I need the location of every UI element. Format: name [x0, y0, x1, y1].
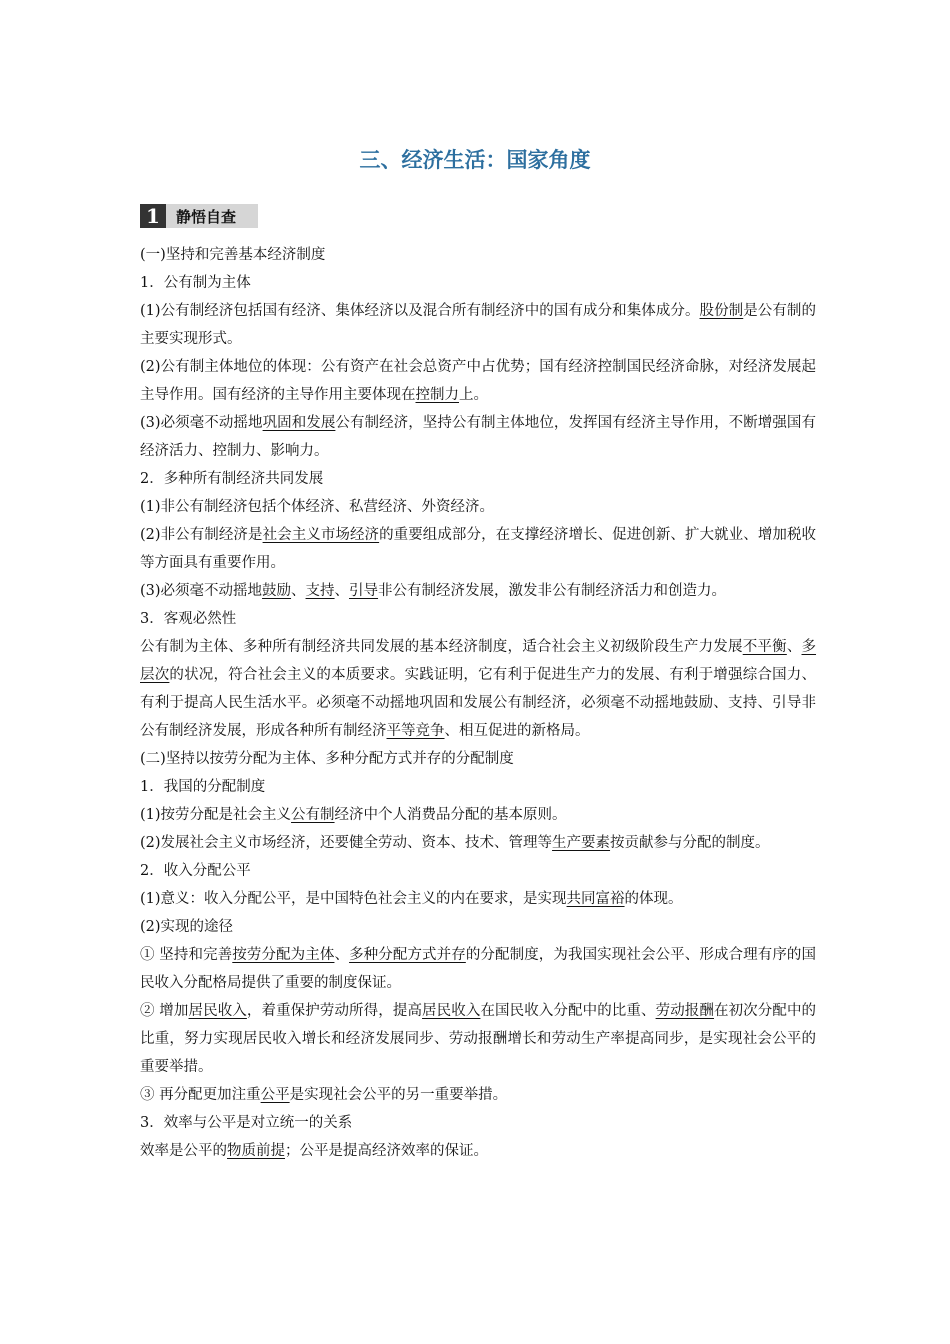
- underlined-term: 股份制: [699, 303, 744, 319]
- paragraph: [140, 633, 816, 745]
- document-body: [140, 241, 816, 1165]
- text-run: 、相互促进的新格局。: [444, 723, 590, 739]
- text-run: 、: [334, 947, 350, 963]
- text-run: (3)必须毫不动摇地: [140, 583, 263, 599]
- paragraph: [140, 941, 816, 997]
- text-run: 1．我国的分配制度: [140, 779, 266, 795]
- text-run: ① 坚持和完善: [140, 947, 233, 963]
- text-run: (1)公有制经济包括国有经济、集体经济以及混合所有制经济中的国有成分和集体成分。: [140, 303, 700, 319]
- text-run: 上。: [459, 387, 488, 403]
- underlined-term: 物质前提: [227, 1143, 285, 1159]
- underlined-term: 社会主义市场经济: [262, 527, 380, 543]
- underlined-term: 按劳分配为主体: [232, 947, 335, 963]
- underlined-term: 劳动报酬: [655, 1003, 714, 1019]
- text-run: 的重要组成部分，在支撑经济增长、促进创新、扩大就业、增加税收等方面具有重要作用。: [140, 527, 817, 571]
- page-title: 三、经济生活：国家角度: [359, 148, 591, 172]
- text-run: 非公有制经济发展，激发非公有制经济活力和创造力。: [378, 583, 727, 599]
- text-run: 2．收入分配公平: [140, 863, 251, 879]
- section-header: [140, 204, 258, 228]
- text-run: 3．效率与公平是对立统一的关系: [140, 1115, 353, 1131]
- text-run: (2)公有制主体地位的体现：公有资产在社会总资产中占优势；国有经济控制国民经济命脉，对经济发展起主导作用。国有经济的主导作用主要体现在: [140, 359, 816, 403]
- text-run: 的体现。: [624, 891, 683, 907]
- paragraph: [140, 605, 816, 633]
- text-run: 公有制经济，坚持公有制主体地位，发挥国有经济主导作用，不断增强国有经济活力、控制力、影响力。: [140, 415, 817, 459]
- underlined-term: 多层次: [140, 639, 817, 683]
- text-run: (3)必须毫不动摇地: [140, 415, 263, 431]
- text-run: 、: [786, 639, 802, 655]
- text-run: 在初次分配中的比重，努力实现居民收入增长和经济发展同步、劳动报酬增长和劳动生产率提高同步，是实现社会公平的重要举措。: [140, 1003, 817, 1075]
- paragraph: [140, 773, 816, 801]
- text-run: 、: [334, 583, 350, 599]
- paragraph: [140, 829, 816, 857]
- paragraph: [140, 997, 816, 1081]
- text-run: 在国民收入分配中的比重、: [480, 1003, 656, 1019]
- paragraph: [140, 577, 816, 605]
- text-run: (2)发展社会主义市场经济，还要健全劳动、资本、技术、管理等: [140, 835, 553, 851]
- text-run: 1．公有制为主体: [140, 275, 251, 291]
- underlined-term: 公有制: [291, 807, 335, 823]
- underlined-term: 支持: [305, 583, 335, 599]
- text-run: 3．客观必然性: [140, 611, 237, 627]
- text-run: 经济中个人消费品分配的基本原则。: [334, 807, 567, 823]
- text-run: 的分配制度，为我国实现社会公平、形成合理有序的国民收入分配格局提供了重要的制度保证。: [140, 947, 817, 991]
- paragraph: [140, 465, 816, 493]
- underlined-term: 多种分配方式并存: [349, 947, 466, 963]
- text-run: ② 增加: [140, 1003, 189, 1019]
- text-run: 是公有制的主要实现形式。: [140, 303, 816, 347]
- underlined-term: 生产要素: [552, 835, 611, 851]
- underlined-term: 不平衡: [742, 639, 787, 655]
- section-label: 静悟自查: [176, 207, 237, 226]
- text-run: 效率是公平的: [140, 1143, 227, 1159]
- text-run: (1)非公有制经济包括个体经济、私营经济、外资经济。: [140, 499, 495, 515]
- underlined-term: 平等竞争: [386, 723, 445, 739]
- text-run: ③ 再分配更加注重: [140, 1087, 261, 1103]
- text-run: 是实现社会公平的另一重要举措。: [289, 1087, 508, 1103]
- underlined-term: 居民收入: [422, 1003, 481, 1019]
- paragraph: [140, 885, 816, 913]
- paragraph: [140, 745, 816, 773]
- text-run: 、: [291, 583, 306, 599]
- underlined-term: 鼓励: [262, 583, 292, 599]
- paragraph: [140, 409, 816, 465]
- paragraph: [140, 521, 816, 577]
- underlined-term: 居民收入: [188, 1003, 247, 1019]
- paragraph: [140, 241, 816, 269]
- text-run: 按贡献参与分配的制度。: [610, 835, 770, 851]
- text-run: (1)按劳分配是社会主义: [140, 807, 292, 823]
- paragraph: [140, 1109, 816, 1137]
- underlined-term: 控制力: [415, 387, 459, 403]
- text-run: 的状况，符合社会主义的本质要求。实践证明，它有利于促进生产力的发展、有利于增强综合国力、有利于提高人民生活水平。必须毫不动摇地巩固和发展公有制经济，必须毫不动摇地鼓励、支持、引导非公有制经济发展，形成各种所有制经济: [140, 667, 817, 739]
- paragraph: [140, 857, 816, 885]
- paragraph: [140, 353, 816, 409]
- paragraph: [140, 1137, 816, 1165]
- paragraph: [140, 1081, 816, 1109]
- text-run: 公有制为主体、多种所有制经济共同发展的基本经济制度，适合社会主义初级阶段生产力发展: [140, 639, 743, 655]
- paragraph: [140, 493, 816, 521]
- text-run: ；公平是提高经济效率的保证。: [285, 1143, 488, 1159]
- text-run: (一)坚持和完善基本经济制度: [140, 247, 326, 263]
- paragraph: [140, 269, 816, 297]
- paragraph: [140, 297, 816, 353]
- text-run: (二)坚持以按劳分配为主体、多种分配方式并存的分配制度: [140, 751, 514, 767]
- underlined-term: 公平: [260, 1087, 290, 1103]
- text-run: (2)非公有制经济是: [140, 527, 263, 543]
- underlined-term: 共同富裕: [566, 891, 625, 907]
- text-run: ，着重保护劳动所得，提高: [246, 1003, 423, 1019]
- underlined-term: 引导: [349, 583, 379, 599]
- section-number: 1: [140, 204, 166, 228]
- text-run: (2)实现的途径: [140, 919, 234, 935]
- paragraph: [140, 801, 816, 829]
- text-run: 2．多种所有制经济共同发展: [140, 471, 324, 487]
- text-run: (1)意义：收入分配公平，是中国特色社会主义的内在要求，是实现: [140, 891, 567, 907]
- paragraph: [140, 913, 816, 941]
- underlined-term: 巩固和发展: [262, 415, 336, 431]
